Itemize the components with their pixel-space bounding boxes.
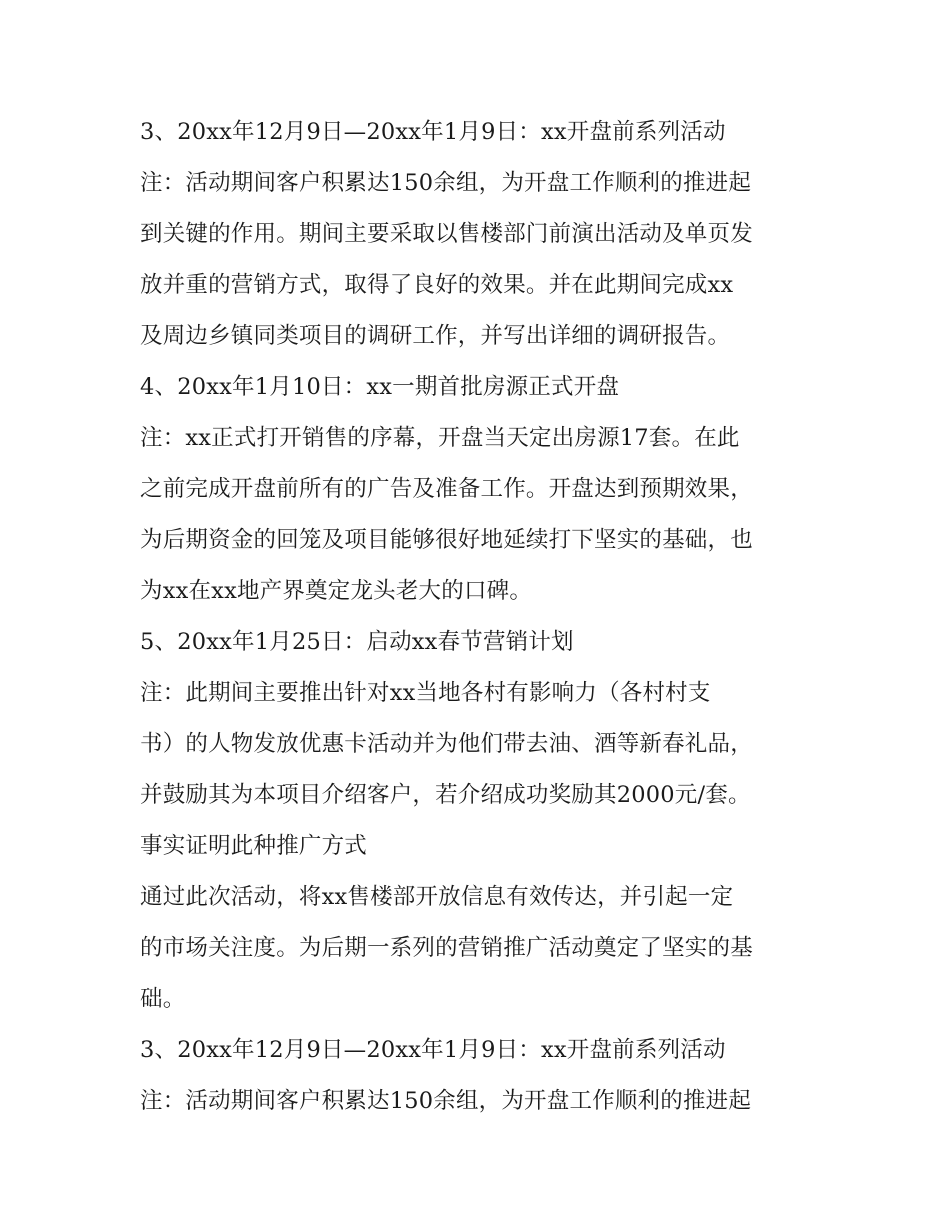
text-line: 并鼓励其为本项目介绍客户，若介绍成功奖励其2000元/套。 bbox=[140, 782, 751, 808]
text-line: 为xx在xx地产界奠定龙头老大的口碑。 bbox=[140, 578, 533, 604]
text-line: 放并重的营销方式，取得了良好的效果。并在此期间完成xx bbox=[140, 272, 734, 298]
text-line: 的市场关注度。为后期一系列的营销推广活动奠定了坚实的基 bbox=[140, 935, 753, 961]
text-line: 及周边乡镇同类项目的调研工作，并写出详细的调研报告。 bbox=[140, 323, 731, 349]
text-line: 事实证明此种推广方式 bbox=[140, 833, 368, 859]
text-line: 通过此次活动，将xx售楼部开放信息有效传达，并引起一定 bbox=[140, 884, 734, 910]
text-line: 注：此期间主要推出针对xx当地各村有影响力（各村村支 bbox=[140, 680, 711, 706]
text-line: 为后期资金的回笼及项目能够很好地延续打下坚实的基础，也 bbox=[140, 527, 753, 553]
document-body bbox=[140, 107, 840, 1127]
text-line: 书）的人物发放优惠卡活动并为他们带去油、酒等新春礼品， bbox=[140, 731, 753, 757]
text-line: 注：活动期间客户积累达150余组，为开盘工作顺利的推进起 bbox=[140, 1088, 752, 1114]
heading-line-3: 3、20xx年12月9日—20xx年1月9日：xx开盘前系列活动 bbox=[140, 119, 726, 145]
text-line: 注：活动期间客户积累达150余组，为开盘工作顺利的推进起 bbox=[140, 170, 752, 196]
text-line: 注：xx正式打开销售的序幕，开盘当天定出房源17套。在此 bbox=[140, 425, 740, 451]
heading-line-3-repeat: 3、20xx年12月9日—20xx年1月9日：xx开盘前系列活动 bbox=[140, 1037, 726, 1063]
text-line: 到关键的作用。期间主要采取以售楼部门前演出活动及单页发 bbox=[140, 221, 753, 247]
text-line: 础。 bbox=[140, 986, 186, 1012]
heading-line-5: 5、20xx年1月25日：启动xx春节营销计划 bbox=[140, 629, 574, 655]
text-line: 之前完成开盘前所有的广告及准备工作。开盘达到预期效果， bbox=[140, 476, 753, 502]
heading-line-4: 4、20xx年1月10日：xx一期首批房源正式开盘 bbox=[140, 374, 620, 400]
